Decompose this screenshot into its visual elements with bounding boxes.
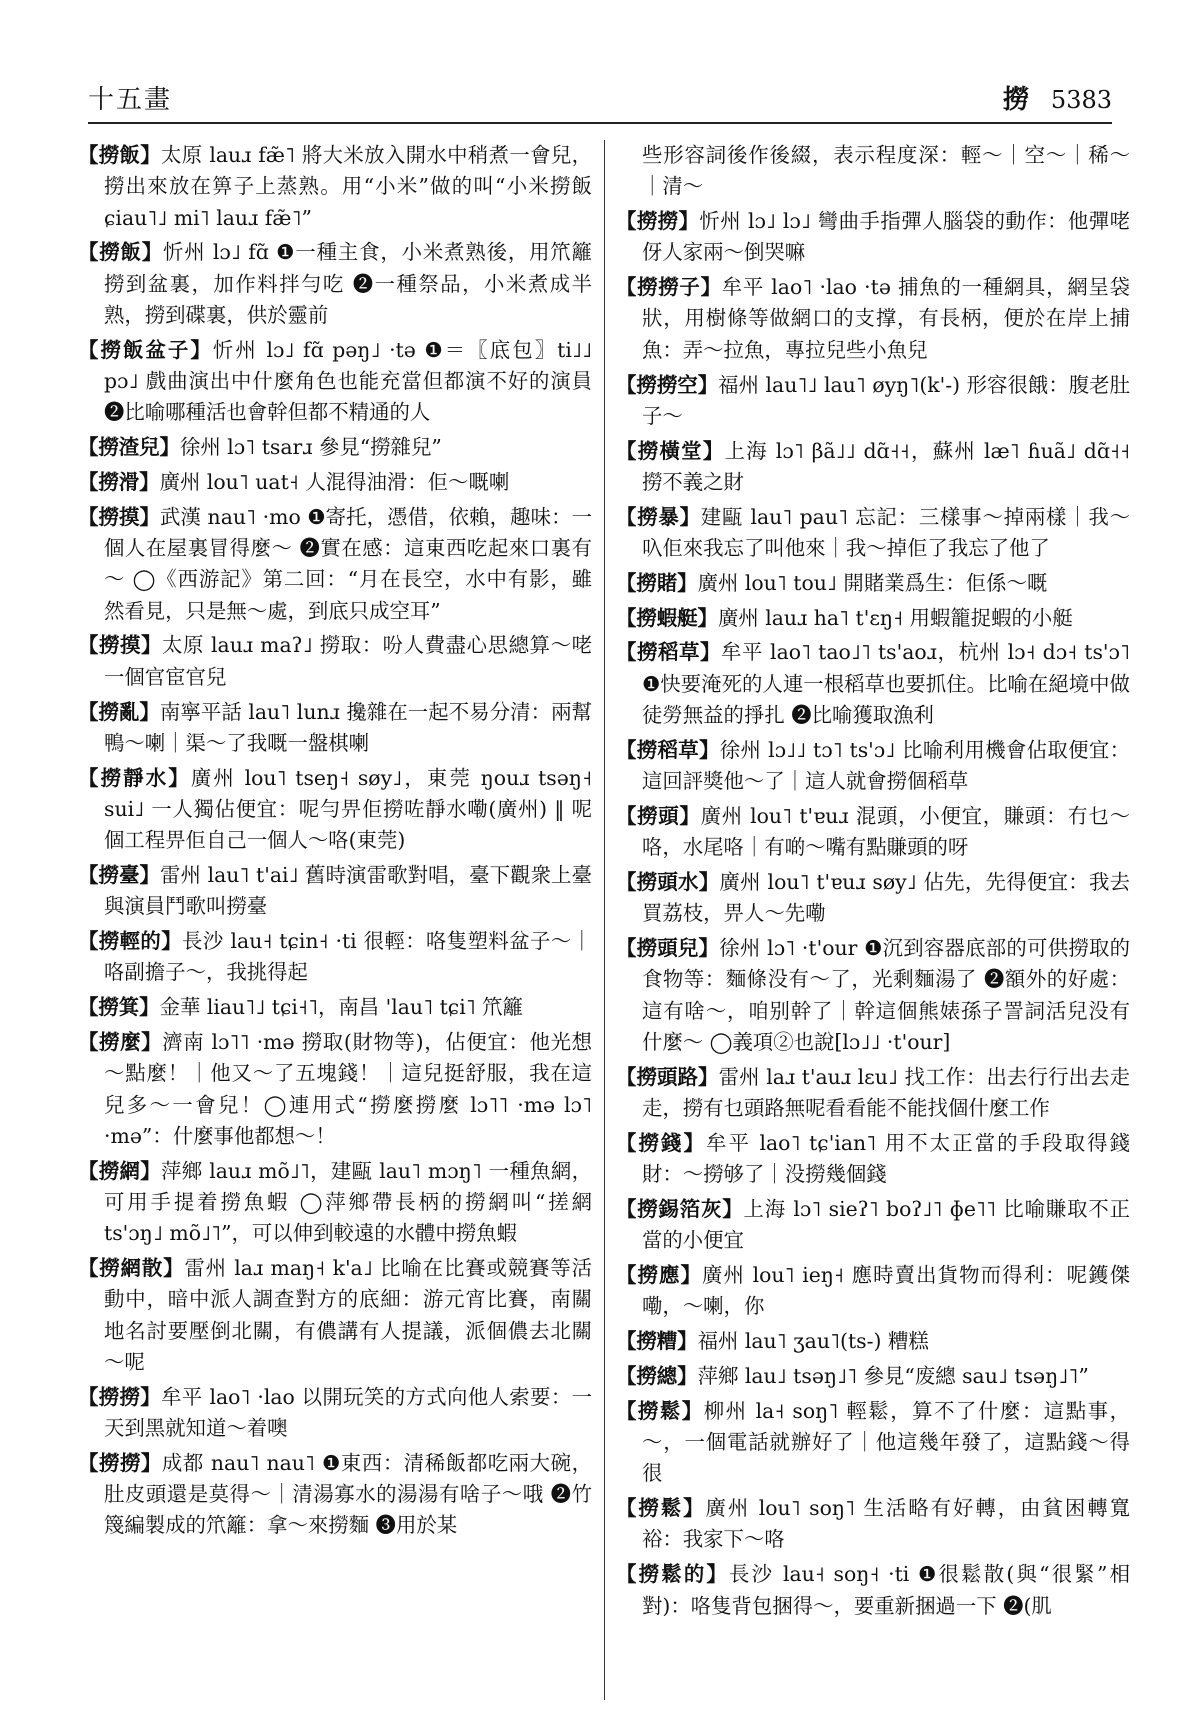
section-title: 十五畫	[88, 85, 173, 115]
entry-body: 徐州 lɔ˥ ·t'our ❶沉到容器底部的可供撈取的食物等：麵條没有～了，光剩麵湯了 ❷額外的好處：這有啥～，咱别幹了｜幹這個熊婊孫子詈詞活兒没有什麼～ ◯義項②也說[lɔ˩˩ ·t'our]	[642, 936, 1130, 1055]
entry-headword: 【撈總】	[616, 1363, 698, 1388]
entry-headword: 【撈頭路】	[616, 1064, 719, 1089]
dictionary-entry	[78, 432, 592, 463]
dictionary-entry	[616, 801, 1130, 864]
dictionary-entry	[616, 603, 1130, 634]
entry-headword: 【撈摸】	[78, 633, 162, 658]
entry-body: 廣州 lauɹ ha˥ t'ɛŋ˧ 用蝦籠捉蝦的小艇	[717, 605, 1073, 630]
entry-body: 牟平 lao˥ tɕ'ian˥ 用不太正當的手段取得錢財：～撈够了｜没撈幾個錢	[642, 1130, 1130, 1187]
dictionary-entry	[616, 1194, 1130, 1257]
dictionary-entry	[78, 502, 592, 627]
entry-body: 金華 liau˥˩ tɕi˧˥，南昌 'lau˥ tɕi˥ 笊籬	[159, 995, 524, 1020]
entry-headword: 【撈撈】	[78, 1450, 162, 1475]
dictionary-entry	[616, 568, 1130, 599]
entry-body: 廣州 lou˥ tseŋ˧ søy˩，東莞 ŋouɹ tsəŋ˧ sui˩ 一人獨佔便宜：呢勻畀佢撈咗靜水嘞(廣州) ‖ 呢個工程畀佢自己一個人～咯(東莞)	[104, 765, 592, 853]
dictionary-entry	[616, 933, 1130, 1058]
dictionary-entry	[78, 1253, 592, 1378]
entry-body: 忻州 lɔ˩ fɑ̃ pəŋ˩ ·tə ❶＝〖底包〗ti˩˩ pɔ˩ 戲曲演出中什麼角色也能充當但都演不好的演員 ❷比喻哪種活也會幹但都不精通的人	[104, 337, 592, 425]
entry-body: 雷州 laɹ maŋ˧ k'a˩ 比喻在比賽或競賽等活動中，暗中派人調查對方的底細：游元宵比賽，南關地名討要壓倒北關，有儂講有人提議，派個儂去北關～呢	[104, 1256, 592, 1374]
entry-headword: 【撈頭兒】	[616, 936, 720, 961]
entry-headword: 【撈鬆】	[616, 1398, 704, 1423]
entry-headword: 【撈靜水】	[78, 765, 191, 790]
entry-body: 徐州 lɔ˩˩ tɔ˥ ts'ɔ˩ 比喻利用機會佔取便宜：這回評獎他～了｜這人就會撈個稻草	[642, 737, 1130, 794]
entry-headword: 【撈錢】	[616, 1130, 706, 1155]
entry-headword: 【撈錫箔灰】	[616, 1197, 744, 1221]
dictionary-entry	[78, 697, 592, 760]
entry-headword: 【撈亂】	[78, 699, 160, 724]
entry-body: 福州 lau˥ ʒau˥(ts-) 糟糕	[697, 1329, 929, 1354]
entry-body: 成都 nau˥ nau˥ ❶東西：清稀飯都吃兩大碗，肚皮頭還是莫得～｜清湯寡水的湯湯有啥子～哦 ❷竹篾編製成的笊籬：拿～來撈麵 ❸用於某	[104, 1450, 592, 1538]
page-number: 5383	[1050, 86, 1112, 114]
entry-body: 萍鄉 lau˩ tsəŋ˩˥ 參見“废總 sau˩ tsəŋ˩˥”	[697, 1363, 1089, 1388]
entry-body: 廣州 lou˥ uat˧ 人混得油滑：佢～嘅喇	[159, 469, 510, 494]
entry-body: 廣州 lou˥ t'ɐuɹ 混頭，小便宜，賺頭：冇乜～咯，水尾咯｜有啲～嘴有點賺頭的呀	[642, 803, 1130, 860]
dictionary-entry	[78, 467, 592, 498]
entry-headword: 【撈渣兒】	[78, 435, 180, 460]
dictionary-entry	[616, 1062, 1130, 1125]
entry-body: 牟平 lao˥ tao˩˥ ts'aoɹ，杭州 lɔ˧ dɔ˧ ts'ɔ˥ ❶快要淹死的人連一根稻草也要抓住。比喻在絕境中做徒勞無益的掙扎 ❷比喻獲取漁利	[642, 640, 1130, 728]
entry-body: 些形容詞後作後綴，表示程度深：輕～｜空～｜稀～｜清～	[642, 143, 1130, 199]
dictionary-entry	[78, 237, 592, 331]
dictionary-entry	[616, 272, 1130, 366]
entry-body: 徐州 lɔ˥ tsarɹ 參見“撈雜兒”	[179, 435, 442, 460]
column-divider	[604, 140, 605, 1700]
dictionary-entry	[78, 1156, 592, 1250]
dictionary-entry	[616, 206, 1130, 269]
entry-headword: 【撈蝦艇】	[616, 605, 718, 630]
entry-body: 南寧平話 lau˥ lunɹ 攙雜在一起不易分清：兩幫鴨～喇｜渠～了我嘅一盤棋喇	[104, 699, 592, 755]
entry-headword: 【撈稻草】	[616, 640, 721, 665]
dictionary-entry	[616, 735, 1130, 798]
entry-headword: 【撈橫堂】	[616, 438, 725, 463]
dictionary-entry	[616, 436, 1130, 499]
entry-headword: 【撈網散】	[78, 1256, 185, 1281]
entry-headword: 【撈麼】	[78, 1030, 163, 1055]
entry-body: 萍鄉 lauɹ mõ˩˥，建甌 lau˥ mɔŋ˥ 一種魚網，可用手提着撈魚蝦 ◯萍鄉帶長柄的撈網叫“搓網 ts'ɔŋ˩ mõ˩˥”，可以伸到較遠的水體中撈魚蝦	[104, 1158, 592, 1246]
dictionary-entry	[78, 1027, 592, 1152]
entry-body: 廣州 lou˥ tou˩ 開賭業爲生：佢係～嘅	[697, 570, 1048, 595]
entry-body: 雷州 lau˥ t'ai˩ 舊時演雷歌對唱，臺下觀衆上臺與演員鬥歌叫撈臺	[104, 863, 592, 919]
entry-body: 武漢 nau˥ ·mo ❶寄托，憑借，依賴，趣味：一個人在屋裏冒得麼～ ❷實在感：這東西吃起來口裏有～ ◯《西游記》第二回：“月在長空，水中有影，雖然看見，只是無～處，到底只成空耳”	[104, 504, 592, 623]
entry-headword: 【撈箕】	[78, 995, 160, 1020]
entry-body: 牟平 lao˥ ·lao 以開玩笑的方式向他人索要：一天到黑就知道～着噢	[104, 1384, 592, 1441]
entry-body: 福州 lau˥˩ lau˥ øyŋ˥(k'-) 形容很餓：腹老肚子～	[642, 372, 1130, 428]
dictionary-entry	[616, 1396, 1130, 1490]
entry-headword: 【撈臺】	[78, 863, 160, 888]
dictionary-entry	[616, 1559, 1130, 1622]
entry-body: 長沙 lau˧ soŋ˧ ·ti ❶很鬆散(與“很緊”相對)：咯隻背包捆得～，要重新捆過一下 ❷(肌	[642, 1562, 1130, 1618]
dictionary-entry	[616, 1326, 1130, 1357]
dictionary-entry	[616, 637, 1130, 731]
dictionary-entry	[78, 926, 592, 989]
dictionary-entry	[616, 1361, 1130, 1392]
entry-body: 忻州 lɔ˩ lɔ˩ 彎曲手指彈人腦袋的動作：他彈咾伢人家兩～倒哭嘛	[642, 209, 1130, 265]
entry-headword: 【撈鬆】	[616, 1496, 706, 1521]
dictionary-entry	[616, 867, 1130, 930]
dictionary-entry	[78, 335, 592, 429]
dictionary-entry	[78, 630, 592, 693]
entry-headword: 【撈飯】	[78, 240, 164, 265]
entry-headword: 【撈網】	[78, 1158, 161, 1183]
entry-headword: 【撈糟】	[616, 1329, 698, 1354]
entry-headword: 【撈賭】	[616, 570, 698, 595]
dictionary-entry	[616, 140, 1130, 203]
dictionary-entry	[616, 502, 1130, 565]
entry-body: 柳州 la˧ soŋ˥ 輕鬆，算不了什麼：這點事，～，一個電話就辦好了｜他這幾年發了，這點錢～得很	[642, 1398, 1130, 1486]
page-header	[88, 78, 1112, 124]
entry-headword: 【撈摸】	[78, 504, 160, 529]
entry-body: 雷州 laɹ t'auɹ lɛu˩ 找工作：出去行行出去走走，撈有乜頭路無呢看看能不能找個什麼工作	[642, 1064, 1130, 1121]
entry-body: 廣州 lou˥ ieŋ˧ 應時賣出貨物而得利：呢鑊傑嘞，～喇，你	[642, 1263, 1130, 1319]
entry-body: 上海 lɔ˥ sieʔ˥ boʔ˩˥ ɸe˥˥ 比喻賺取不正當的小便宜	[642, 1197, 1130, 1253]
dictionary-entry	[616, 370, 1130, 433]
entry-headword: 【撈鬆的】	[616, 1562, 730, 1587]
entry-body: 廣州 lou˥ soŋ˥ 生活略有好轉，由貧困轉寬裕：我家下～咯	[642, 1496, 1130, 1552]
entry-headword: 【撈頭】	[616, 803, 701, 828]
dictionary-entry	[616, 1128, 1130, 1191]
dictionary-entry	[616, 1493, 1130, 1556]
entry-headword: 【撈應】	[616, 1263, 703, 1288]
entry-body: 濟南 lɔ˥˥ ·mə 撈取(財物等)，佔便宜：他光想～點麼！｜他又～了五塊錢！｜這兒挺舒服，我在這兒多～一會兒！◯連用式“撈麼撈麼 lɔ˥˥ ·mə lɔ˥ ·mə”：什麼事他都想～！	[104, 1030, 592, 1148]
entry-headword: 【撈飯盆子】	[78, 337, 213, 362]
entry-headword: 【撈暴】	[616, 504, 701, 529]
dictionary-entry	[78, 1448, 592, 1542]
entry-headword: 【撈撈子】	[616, 275, 722, 300]
head-character: 撈	[1002, 85, 1029, 115]
entry-body: 建甌 lau˥ pau˥ 忘記：三樣事～掉兩樣｜我～叺佢來我忘了叫他來｜我～掉佢了我忘了他了	[642, 504, 1130, 561]
entry-body: 廣州 lou˥ t'ɐuɹ søy˩ 佔先，先得便宜：我去買荔枝，畀人～先嘞	[642, 870, 1130, 926]
entry-headword: 【撈撈】	[616, 209, 700, 234]
entry-body: 太原 lauɹ maʔ˩ 撈取：吩人費盡心思總算～咾一個官宦官兒	[104, 633, 592, 689]
entry-body: 太原 lauɹ fæ̃˥ 將大米放入開水中稍煮一會兒，撈出來放在箅子上蒸熟。用“小米”做的叫“小米撈飯 ɕiau˥˩ mi˥ lauɹ fæ̃˥”	[104, 143, 592, 230]
entry-body: 牟平 lao˥ ·lao ·tə 捕魚的一種網具，網呈袋狀，用樹條等做網口的支撑，有長柄，便於在岸上捕魚：弄～拉魚，專拉兒些小魚兒	[642, 275, 1130, 362]
right-column	[616, 140, 1130, 1700]
dictionary-entry	[616, 1260, 1130, 1323]
entry-headword: 【撈稻草】	[616, 737, 720, 762]
dictionary-entry	[78, 992, 592, 1023]
entry-headword: 【撈輕的】	[78, 929, 183, 954]
entry-headword: 【撈滑】	[78, 469, 160, 494]
dictionary-entry	[78, 763, 592, 857]
entry-headword: 【撈撈】	[78, 1384, 162, 1409]
entry-body: 忻州 lɔ˩ fɑ̃ ❶一種主食，小米煮熟後，用笊籬撈到盆裏，加作料拌勻吃 ❷一種祭品，小米煮成半熟，撈到碟裏，供於靈前	[104, 240, 592, 327]
entry-headword: 【撈撈空】	[616, 372, 719, 397]
entry-headword: 【撈頭水】	[616, 870, 720, 895]
dictionary-entry	[78, 860, 592, 923]
entry-body: 上海 lɔ˥ βã˩˩ dɑ̃˧˧，蘇州 læ˥ ɦuã˩ dɑ̃˧˧ 撈不義之財	[642, 438, 1130, 494]
entry-headword: 【撈飯】	[78, 143, 162, 167]
dictionary-entry	[78, 140, 592, 234]
header-right	[1003, 79, 1112, 116]
entry-body: 長沙 lau˧ tɕin˧ ·ti 很輕：咯隻塑料盆子～｜咯副擔子～，我挑得起	[104, 929, 592, 985]
dictionary-entry	[78, 1382, 592, 1445]
left-column	[78, 140, 592, 1700]
dictionary-columns	[78, 140, 1130, 1700]
